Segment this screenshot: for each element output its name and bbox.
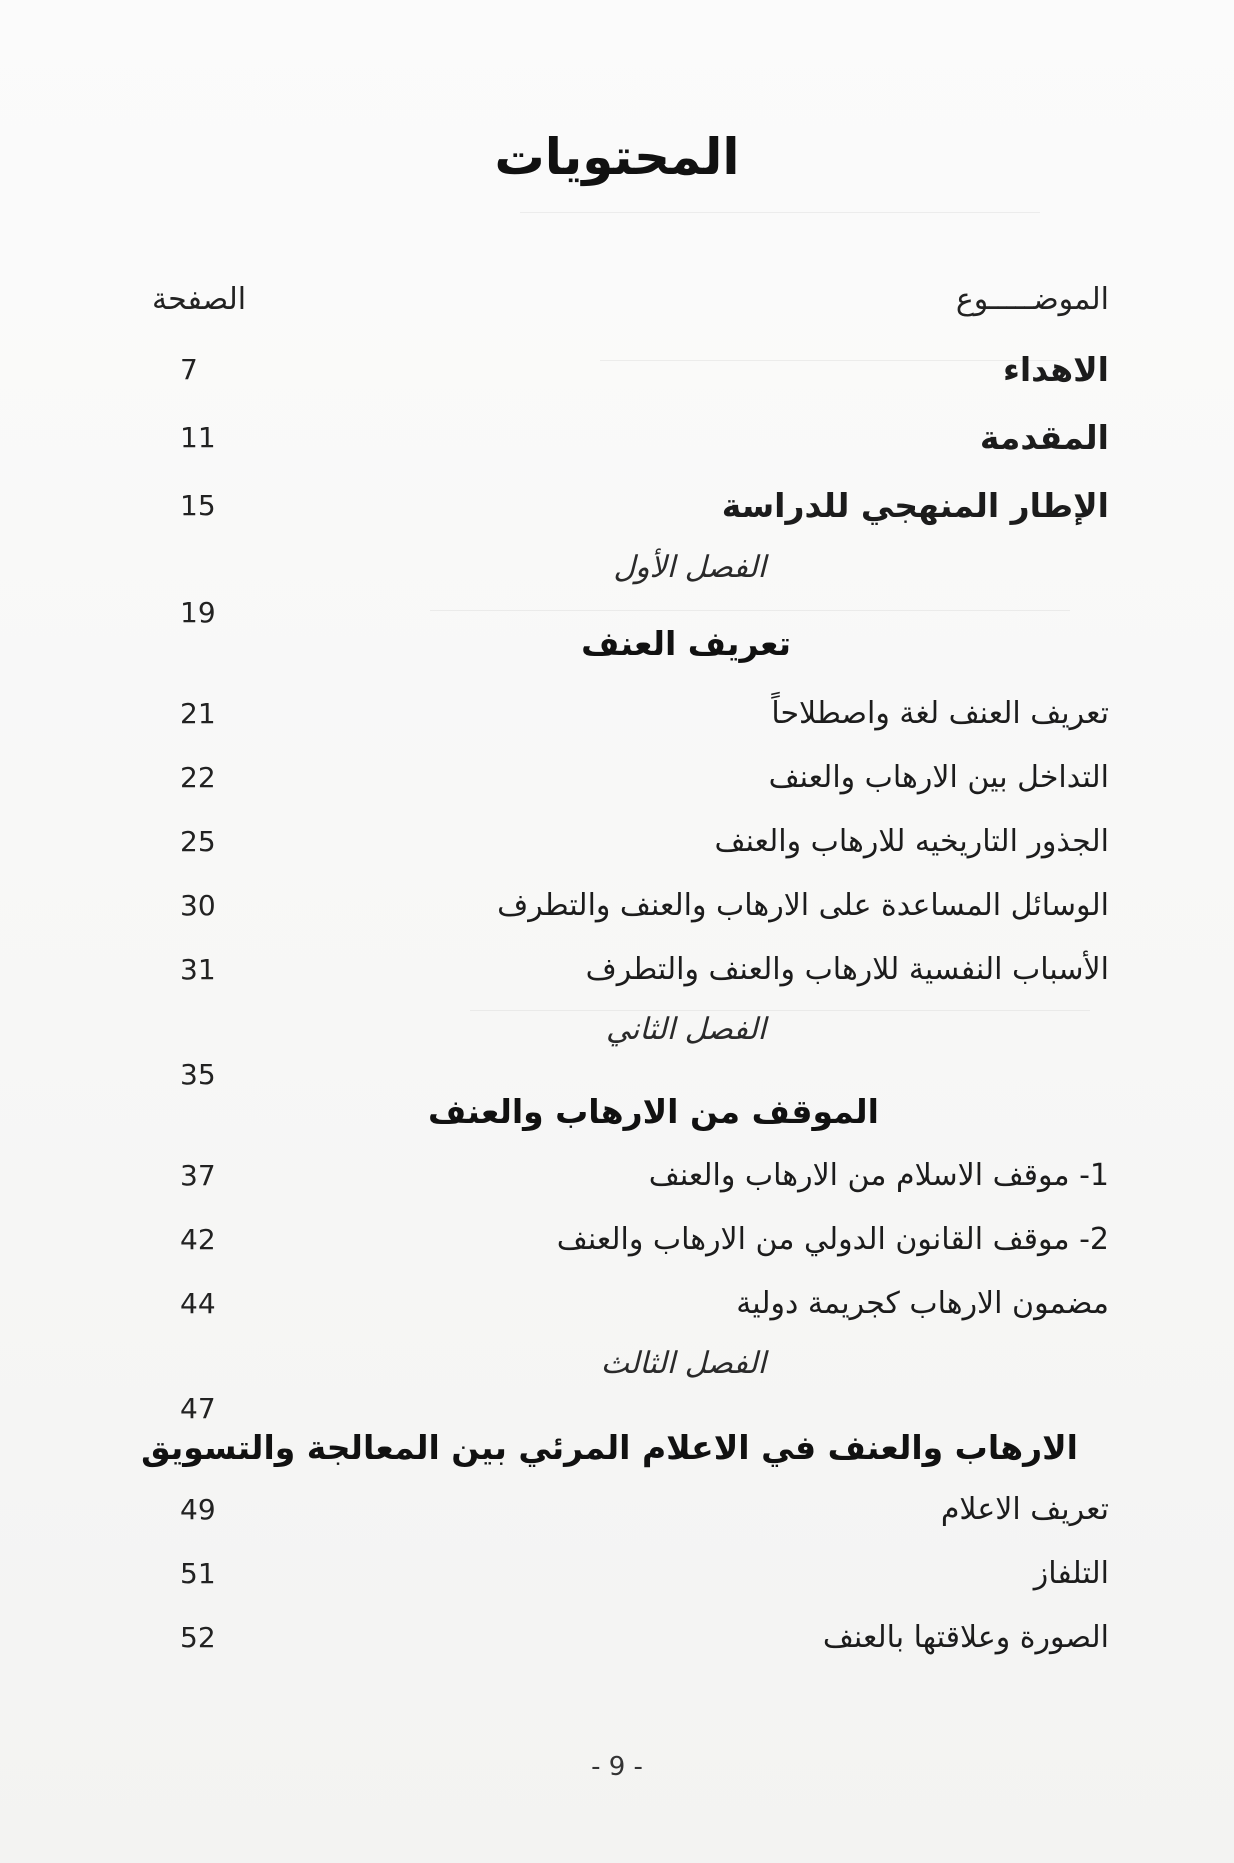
toc-entry-label: تعريف العنف لغة واصطلاحاً bbox=[771, 696, 1109, 731]
toc-entry-label: 2- موقف القانون الدولي من الارهاب والعنف bbox=[556, 1222, 1109, 1257]
toc-entry-page: 42 bbox=[180, 1223, 216, 1256]
toc-entry-page: 31 bbox=[180, 953, 216, 986]
chapter-label: الفصل الثاني bbox=[606, 1012, 766, 1047]
toc-entry bbox=[0, 1546, 1234, 1602]
chapter-title: الارهاب والعنف في الاعلام المرئي بين المعالجة والتسويق bbox=[141, 1428, 1078, 1467]
toc-entry bbox=[0, 1276, 1234, 1332]
toc-entry-label: 1- موقف الاسلام من الارهاب والعنف bbox=[648, 1158, 1109, 1193]
toc-entry-label: الوسائل المساعدة على الارهاب والعنف والتطرف bbox=[497, 888, 1109, 923]
chapter-label: الفصل الثالث bbox=[600, 1346, 766, 1381]
chapter-heading bbox=[0, 550, 1234, 663]
toc-entry-label: الاهداء bbox=[1002, 350, 1109, 389]
toc-entry bbox=[0, 478, 1234, 534]
chapter-page: 47 bbox=[180, 1392, 216, 1425]
toc-entry bbox=[0, 814, 1234, 870]
chapter-heading bbox=[0, 1012, 1234, 1131]
topic-column-header: الموضـــــوع bbox=[955, 282, 1109, 317]
toc-entry bbox=[0, 750, 1234, 806]
chapter-page: 35 bbox=[180, 1058, 216, 1091]
toc-entry bbox=[0, 1482, 1234, 1538]
toc-entry bbox=[0, 410, 1234, 466]
toc-entry-label: الصورة وعلاقتها بالعنف bbox=[822, 1620, 1109, 1655]
toc-entry-label: المقدمة bbox=[979, 418, 1109, 457]
toc-entry-page: 11 bbox=[180, 421, 216, 454]
toc-entry-page: 52 bbox=[180, 1621, 216, 1654]
toc-entry-page: 44 bbox=[180, 1287, 216, 1320]
toc-entry bbox=[0, 342, 1234, 398]
chapter-title: الموقف من الارهاب والعنف bbox=[428, 1092, 879, 1131]
toc-entry-page: 25 bbox=[180, 825, 216, 858]
toc-entry-page: 37 bbox=[180, 1159, 216, 1192]
chapter-page: 19 bbox=[180, 596, 216, 629]
chapter-title: تعريف العنف bbox=[581, 624, 791, 663]
toc-entry bbox=[0, 942, 1234, 998]
chapter-label: الفصل الأول bbox=[613, 550, 766, 585]
bleed-through-line bbox=[520, 212, 1040, 213]
toc-entry bbox=[0, 878, 1234, 934]
toc-entry-page: 7 bbox=[180, 353, 198, 386]
toc-entry bbox=[0, 1212, 1234, 1268]
toc-entry bbox=[0, 1610, 1234, 1666]
page-number: - 9 - bbox=[591, 1752, 643, 1782]
toc-entry-page: 15 bbox=[180, 489, 216, 522]
chapter-heading bbox=[0, 1346, 1234, 1467]
toc-entry-page: 22 bbox=[180, 761, 216, 794]
toc-entry-label: الأسباب النفسية للارهاب والعنف والتطرف bbox=[585, 952, 1109, 987]
toc-entry-page: 30 bbox=[180, 889, 216, 922]
toc-entry-label: التلفاز bbox=[1033, 1556, 1109, 1591]
toc-entry-page: 51 bbox=[180, 1557, 216, 1590]
page-title: المحتويات bbox=[494, 128, 740, 186]
toc-entry-label: التداخل بين الارهاب والعنف bbox=[768, 760, 1109, 795]
toc-entry-page: 21 bbox=[180, 697, 216, 730]
toc-entry bbox=[0, 686, 1234, 742]
toc-entry bbox=[0, 1148, 1234, 1204]
toc-entry-label: مضمون الارهاب كجريمة دولية bbox=[736, 1286, 1109, 1321]
bleed-through-line bbox=[470, 1010, 1090, 1011]
toc-entry-page: 49 bbox=[180, 1493, 216, 1526]
page-column-header: الصفحة bbox=[152, 282, 247, 317]
toc-entry-label: الإطار المنهجي للدراسة bbox=[721, 486, 1109, 525]
toc-entry-label: الجذور التاريخيه للارهاب والعنف bbox=[714, 824, 1109, 859]
toc-entry-label: تعريف الاعلام bbox=[940, 1492, 1109, 1527]
